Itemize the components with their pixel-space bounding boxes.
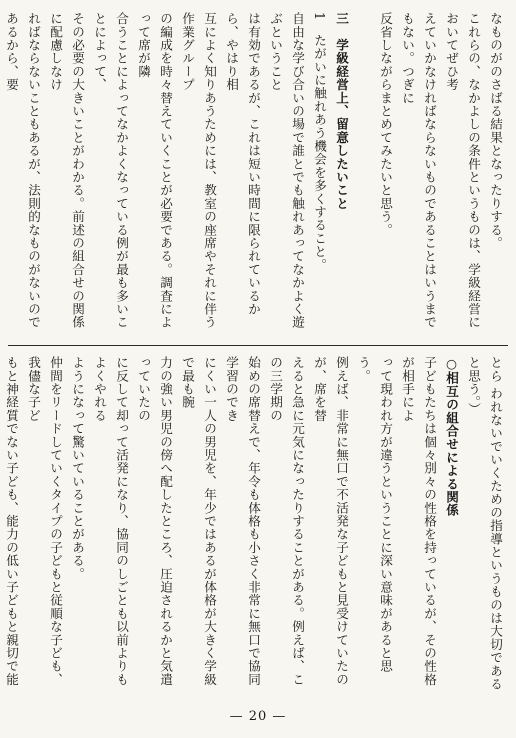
- lower-text-line: ○相互の組合せによる関係: [444, 356, 459, 517]
- upper-text-line: その必要の大きいことがわかる。前述の組合せの関係に配慮しなけ: [48, 12, 85, 329]
- lower-text-line: って現われ方が違うということに深い意味があると思う。: [356, 356, 393, 673]
- upper-text-line: 自由な学び合いの場で誰とでも触れあってなかよく遊ぶということ: [268, 12, 305, 329]
- lower-text-line: 例えば、非常に無口で不活発な子どもと見受けていたのが、席を替: [312, 356, 349, 686]
- lower-text-line: 子どもたちは個々別々の性格を持っているが、その性格が相手によ: [400, 356, 437, 686]
- lower-text-line: 力の強い男児の傍へ配したところ、圧迫されるかと気遣っていたの: [136, 356, 173, 686]
- upper-text-line: これらの、なかよしの条件というものは、学級経営においてぜひ考: [444, 12, 481, 329]
- upper-text-line: 互によく知りあうためには、教室の座席やそれに伴う作業グループ: [180, 12, 217, 329]
- upper-text-line: [352, 12, 374, 334]
- lower-text-line: えると急に元気になったりすることがある。例えば、この三学期の: [268, 356, 305, 686]
- lower-text-line: とら われないでいくための指導というものは大切であると思う。）: [466, 356, 503, 691]
- upper-text-block: [4, 12, 506, 334]
- upper-text-line: 反省しながらまとめてみたいと思う。: [378, 12, 393, 237]
- lower-text-line: 仲間をリードしていくタイプの子どもと従順な子ども、我儘な子ど: [26, 356, 63, 686]
- upper-text-line: なものがのさばる結果となったりする。: [488, 12, 503, 250]
- upper-text-line: の編成を時々替えていくことが必要である。調査によって席が隣: [136, 12, 173, 329]
- lower-text-line: に反して却って活発になり、協同のしごとも以前よりもよくやれる: [92, 356, 129, 686]
- upper-text-line: 1 たがいに触れあう機会を多くすること。: [312, 12, 327, 272]
- upper-text-line: えていかなければならないものであることはいうまでもない。つぎに: [400, 12, 437, 329]
- lower-text-block: [4, 356, 506, 694]
- upper-text-line: 合うことによってなかよくなっている例が最も多いことによって、: [92, 12, 129, 329]
- section-divider: [8, 345, 508, 346]
- upper-text-line: 三 学級経営上、留意したいこと: [334, 12, 349, 210]
- lower-text-line: にくい一人の男児を、年少ではあるが体格が大きく学級で最も腕: [180, 356, 217, 686]
- upper-text-line: ればならないこともあるが、法則的なものがないのであるから、要: [4, 12, 41, 329]
- lower-text-line: 始めの席替えで、年令も体格も小さく非常に無口で協同学習のでき: [224, 356, 261, 686]
- lower-text-line: もと神経質でない子ども、能力の低い子どもと親切で能: [4, 356, 19, 686]
- upper-text-line: は有効であるが、これは短い時間に限られているから、やはり相: [224, 12, 261, 316]
- lower-text-line: ようになって驚いていることがある。: [70, 356, 85, 581]
- page-number: — 20 —: [229, 709, 287, 724]
